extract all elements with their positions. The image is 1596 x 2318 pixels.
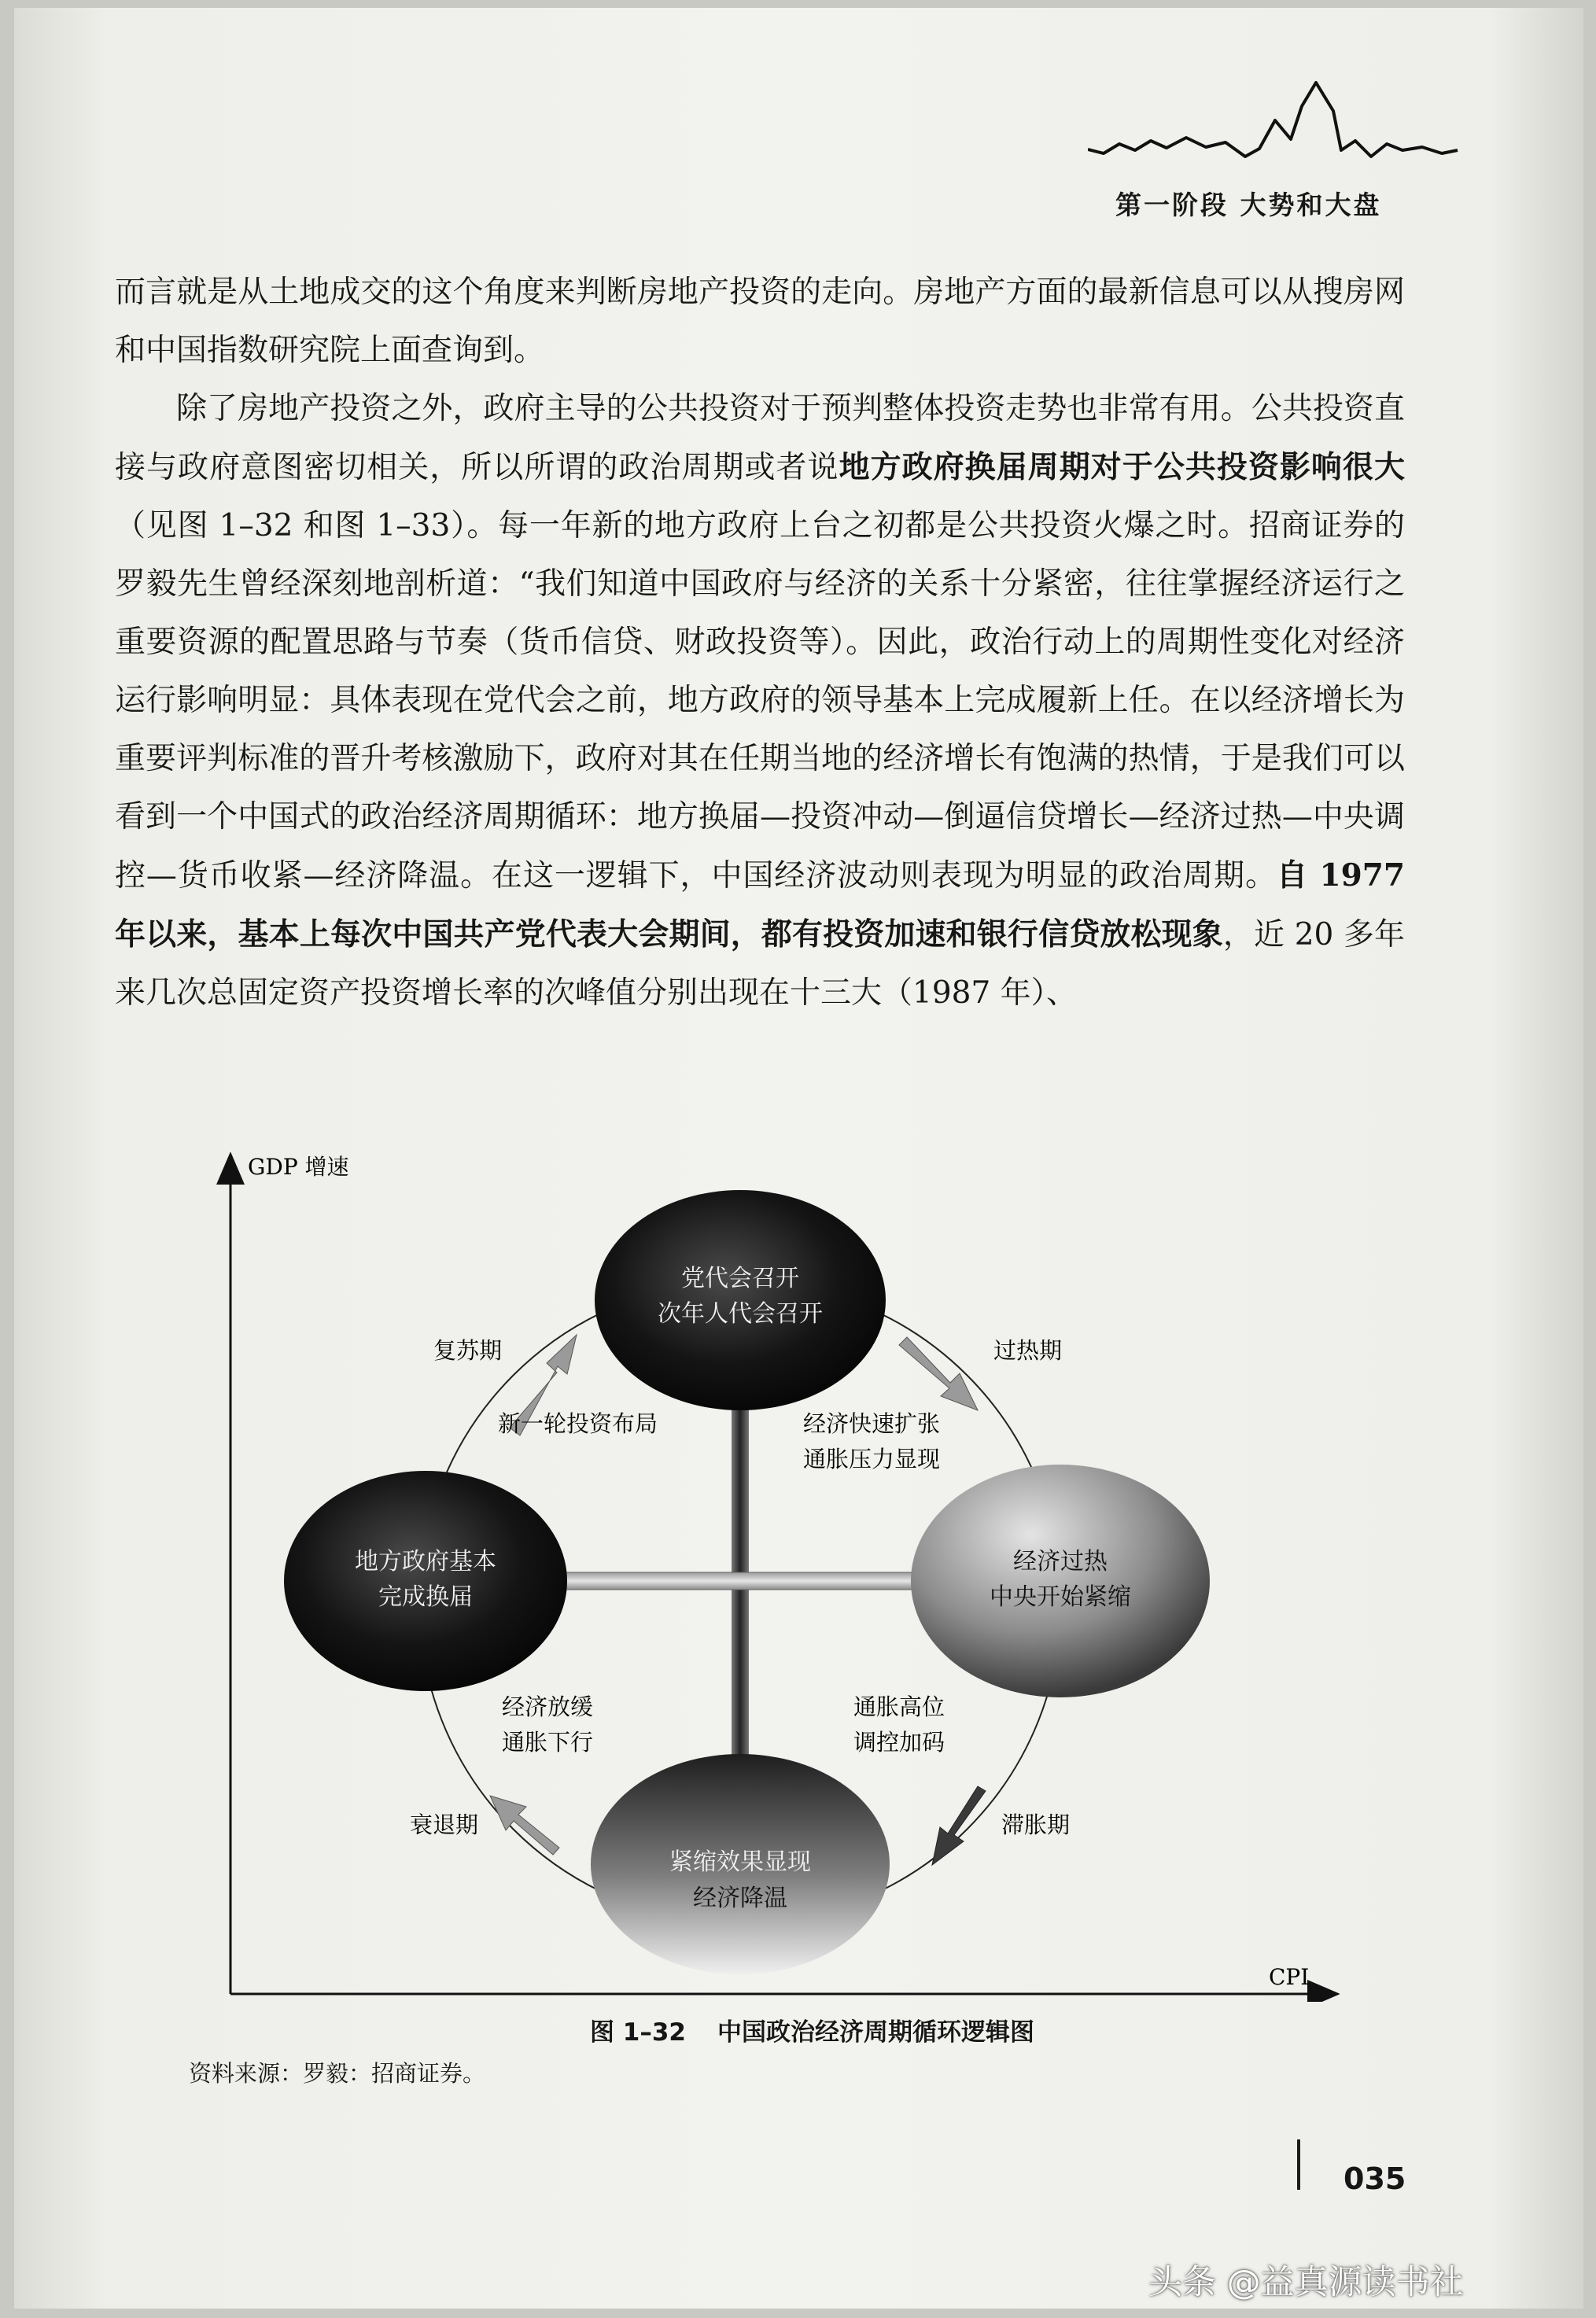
node-local-government-line1: 地方政府基本 xyxy=(355,1548,496,1575)
arrow-recession xyxy=(490,1796,559,1855)
note-expansion-line2: 通胀压力显现 xyxy=(803,1446,941,1472)
note-slowdown-line2: 通胀下行 xyxy=(502,1729,594,1756)
node-cooling-line2: 经济降温 xyxy=(693,1885,787,1912)
book-page xyxy=(14,8,1583,2309)
paragraph-2 xyxy=(115,380,1405,1023)
paragraph-2-emphasis-1: 地方政府换届周期对于公共投资影响很大 xyxy=(839,449,1405,485)
paragraph-2-part-e: ，近 20 多年来几次总固定资产投资增长率的次峰值分别出现在十三大（1987 年）、 xyxy=(115,917,1405,1011)
cycle-diagram xyxy=(191,1152,1340,2002)
node-party-congress-line2: 次年人代会召开 xyxy=(658,1300,823,1328)
node-cooling-line1: 紧缩效果显现 xyxy=(669,1848,811,1876)
paragraph-2-part-a: 除了房地产投资之外，政府主导的公共投资对于预判整体投资走势也非常有用。公共投资直接与政府意图密切相关，所以所谓的政治周期或者说 xyxy=(115,391,1405,485)
paragraph-2-emphasis-2: 自 1977 年以来，基本上每次中国共产党代表大会期间，都有投资加速和银行信贷放松现象 xyxy=(115,857,1405,953)
y-axis-label: GDP 增速 xyxy=(248,1154,349,1180)
figure-source: 资料来源：罗毅：招商证券。 xyxy=(189,2060,486,2087)
running-header: 第一阶段 大势和大盘 xyxy=(1115,190,1382,220)
phase-overheat-label: 过热期 xyxy=(993,1337,1063,1364)
node-overheating xyxy=(911,1465,1210,1697)
figure-number: 图 1–32 xyxy=(589,2018,686,2047)
node-overheating-line1: 经济过热 xyxy=(1013,1548,1108,1575)
note-tightening-line2: 调控加码 xyxy=(853,1729,945,1756)
paragraph-1: 而言就是从土地成交的这个角度来判断房地产投资的走向。房地产方面的最新信息可以从搜房网和中国指数研究院上面查询到。 xyxy=(115,275,1405,368)
mountain-line-icon xyxy=(1088,75,1465,177)
phase-recession-label: 衰退期 xyxy=(410,1811,479,1838)
paragraph-2-part-c: （见图 1–32 和图 1–33）。每一年新的地方政府上台之初都是公共投资火爆之时。招商证券的罗毅先生曾经深刻地剖析道：“我们知道中国政府与经济的关系十分紧密，往往掌握经济运行之重要资源的配置思路与节奏（货币信贷、财政投资等）。因此，政治行动上的周期性变化对经济运行影响明显：具体表现在党代会之前，地方政府的领导基本上完成履新上任。在以经济增长为重要评判标准的晋升考核激励下，政府对其在任期当地的经济增长有饱满的热情，于是我们可以看到一个中国式的政治经济周期循环：地方换届—投资冲动—倒逼信贷增长—经济过热—中央调控—货币收紧—经济降温。在这一逻辑下，中国经济波动则表现为明显的政治周期。 xyxy=(115,508,1405,894)
note-slowdown-line1: 经济放缓 xyxy=(502,1693,594,1720)
phase-recovery-label: 复苏期 xyxy=(433,1337,503,1364)
node-overheating-line2: 中央开始紧缩 xyxy=(990,1583,1131,1611)
phase-stagflation-label: 滞胀期 xyxy=(1001,1811,1071,1838)
watermark: 头条 @益真源读书社 xyxy=(1148,2263,1464,2302)
note-new-investment: 新一轮投资布局 xyxy=(498,1410,658,1437)
figure-caption xyxy=(14,2012,1596,2047)
note-tightening-line1: 通胀高位 xyxy=(853,1693,945,1720)
x-axis-label: CPI xyxy=(1269,1964,1310,1990)
node-local-government-line2: 完成换届 xyxy=(378,1583,473,1611)
node-party-congress-line1: 党代会召开 xyxy=(681,1265,799,1292)
figure-title: 中国政治经济周期循环逻辑图 xyxy=(717,2018,1034,2047)
note-expansion-line1: 经济快速扩张 xyxy=(803,1410,941,1437)
page-number-rule xyxy=(1297,2139,1300,2190)
body-text xyxy=(115,263,1405,1023)
node-local-government xyxy=(284,1471,567,1691)
arrow-stagflation xyxy=(932,1786,986,1865)
page-number: 035 xyxy=(1344,2161,1406,2196)
